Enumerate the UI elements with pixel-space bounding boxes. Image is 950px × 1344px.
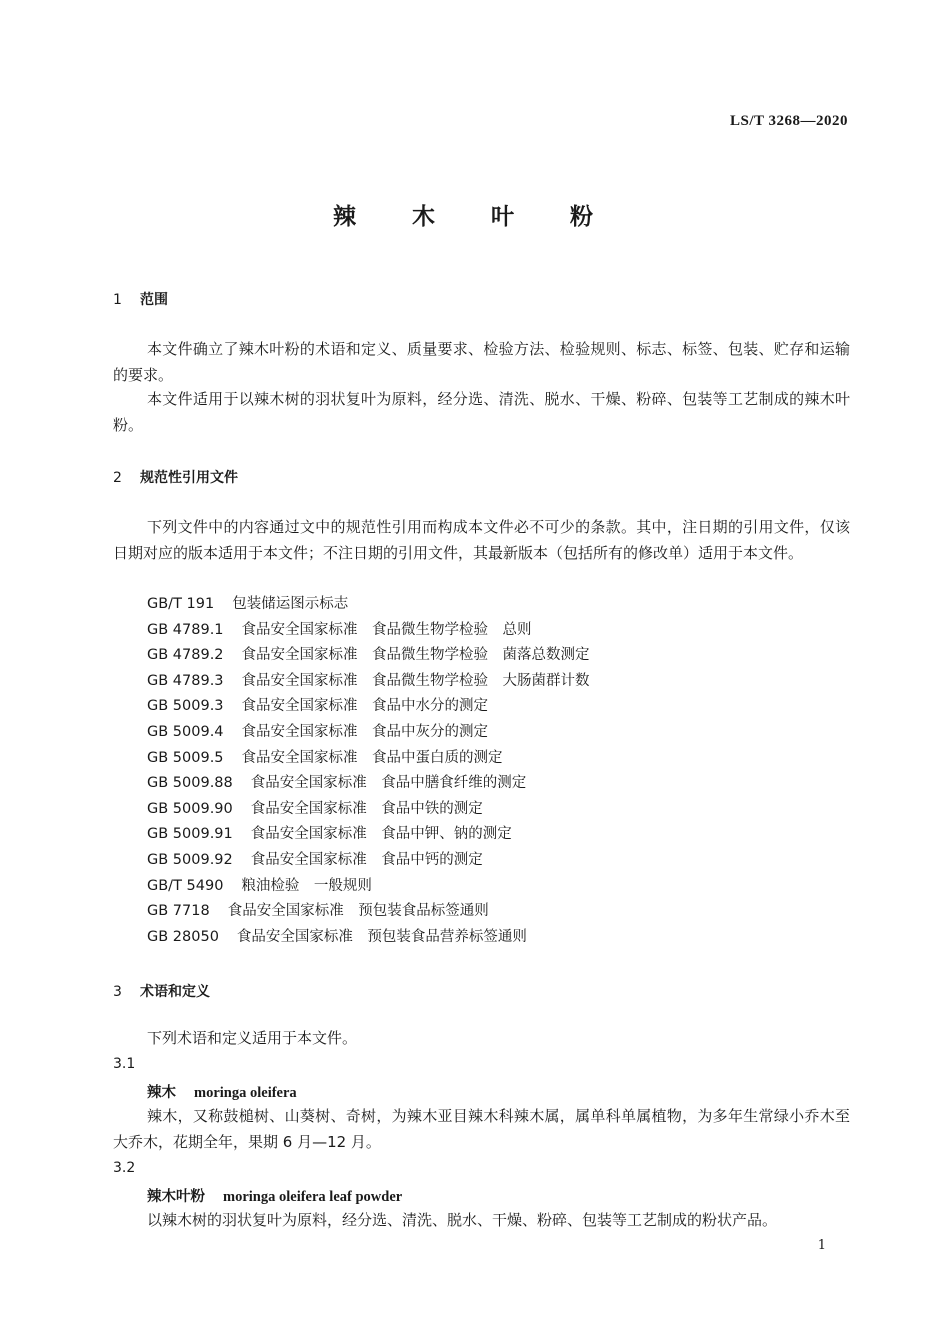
normative-intro: 下列文件中的内容通过文中的规范性引用而构成本文件必不可少的条款。其中，注日期的引用文件，仅该日期对应的版本适用于本文件；不注日期的引用文件，其最新版本（包括所有的修改单）适用于本文件。 — [113, 518, 850, 562]
term-zh: 辣木 — [147, 1085, 176, 1101]
reference-title: 食品安全国家标准 食品微生物学检验 大肠菌群计数 — [241, 672, 590, 689]
reference-code: GB 28050 — [147, 928, 219, 945]
term-definition: 辣木，又称鼓槌树、山葵树、奇树，为辣木亚目辣木科辣木属，属单科单属植物，为多年生常绿小乔木至大乔木，花期全年，果期 6 月—12 月。 — [113, 1107, 850, 1151]
reference-code: GB/T 5490 — [147, 877, 224, 894]
term-definition: 以辣木树的羽状复叶为原料，经分选、清洗、脱水、干燥、粉碎、包装等工艺制成的粉状产品。 — [147, 1211, 778, 1229]
reference-title: 食品安全国家标准 食品中膳食纤维的测定 — [250, 775, 527, 792]
term-heading — [147, 1081, 297, 1102]
section-heading-scope — [113, 289, 168, 309]
reference-list — [147, 592, 608, 950]
reference-code: GB 5009.88 — [147, 775, 233, 792]
reference-title: 食品安全国家标准 食品中水分的测定 — [241, 698, 489, 715]
reference-item — [147, 592, 608, 618]
standard-code: LS/T 3268—2020 — [730, 113, 848, 129]
reference-item — [147, 822, 608, 848]
reference-item — [147, 720, 608, 746]
reference-title: 粮油检验 一般规则 — [241, 877, 372, 894]
reference-title: 食品安全国家标准 食品微生物学检验 总则 — [241, 621, 532, 638]
reference-item — [147, 669, 608, 695]
page-number: 1 — [817, 1238, 826, 1253]
section-heading-terms — [113, 981, 210, 1001]
reference-title: 食品安全国家标准 食品微生物学检验 菌落总数测定 — [241, 647, 590, 664]
reference-title: 包装储运图示标志 — [232, 596, 349, 612]
reference-code: GB 5009.3 — [147, 698, 224, 715]
reference-code: GB 5009.91 — [147, 826, 233, 843]
section-number: 1 — [113, 292, 122, 308]
section-number: 3 — [113, 984, 122, 1000]
reference-title: 食品安全国家标准 预包装食品标签通则 — [227, 903, 489, 920]
reference-code: GB 7718 — [147, 903, 210, 920]
reference-code: GB 4789.1 — [147, 621, 224, 638]
reference-title: 食品安全国家标准 食品中钙的测定 — [250, 851, 483, 868]
reference-code: GB 4789.3 — [147, 672, 224, 689]
scope-paragraph-1: 本文件确立了辣木叶粉的术语和定义、质量要求、检验方法、检验规则、标志、标签、包装、贮存和运输的要求。 — [113, 340, 850, 384]
reference-item — [147, 848, 608, 874]
term-heading — [147, 1185, 402, 1206]
term-number: 3.2 — [113, 1160, 136, 1176]
reference-item — [147, 925, 608, 951]
reference-title: 食品安全国家标准 食品中蛋白质的测定 — [241, 749, 503, 766]
reference-title: 食品安全国家标准 预包装食品营养标签通则 — [236, 928, 527, 945]
section-title: 术语和定义 — [140, 984, 210, 1000]
reference-code: GB 4789.2 — [147, 647, 224, 664]
section-number: 2 — [113, 470, 122, 486]
reference-code: GB 5009.4 — [147, 723, 224, 740]
reference-code: GB 5009.92 — [147, 851, 233, 868]
reference-item — [147, 618, 608, 644]
reference-item — [147, 771, 608, 797]
reference-item — [147, 874, 608, 900]
reference-item — [147, 694, 608, 720]
scope-paragraph-2: 本文件适用于以辣木树的羽状复叶为原料，经分选、清洗、脱水、干燥、粉碎、包装等工艺制成的辣木叶粉。 — [113, 390, 850, 434]
document-title: 辣 木 叶 粉 — [332, 204, 618, 230]
term-zh: 辣木叶粉 — [147, 1189, 205, 1205]
reference-item — [147, 797, 608, 823]
section-title: 规范性引用文件 — [140, 470, 238, 486]
reference-title: 食品安全国家标准 食品中铁的测定 — [250, 800, 483, 817]
reference-item — [147, 899, 608, 925]
terms-intro: 下列术语和定义适用于本文件。 — [147, 1029, 358, 1047]
section-heading-normative-references — [113, 467, 238, 487]
reference-code: GB 5009.5 — [147, 749, 224, 766]
reference-title: 食品安全国家标准 食品中钾、钠的测定 — [250, 826, 512, 843]
reference-code: GB/T 191 — [147, 596, 215, 612]
reference-title: 食品安全国家标准 食品中灰分的测定 — [241, 723, 489, 740]
term-en: moringa oleifera — [194, 1085, 297, 1101]
term-number: 3.1 — [113, 1056, 136, 1072]
reference-item — [147, 643, 608, 669]
section-title: 范围 — [140, 292, 168, 308]
reference-code: GB 5009.90 — [147, 800, 233, 817]
term-en: moringa oleifera leaf powder — [223, 1189, 403, 1205]
reference-item — [147, 746, 608, 772]
